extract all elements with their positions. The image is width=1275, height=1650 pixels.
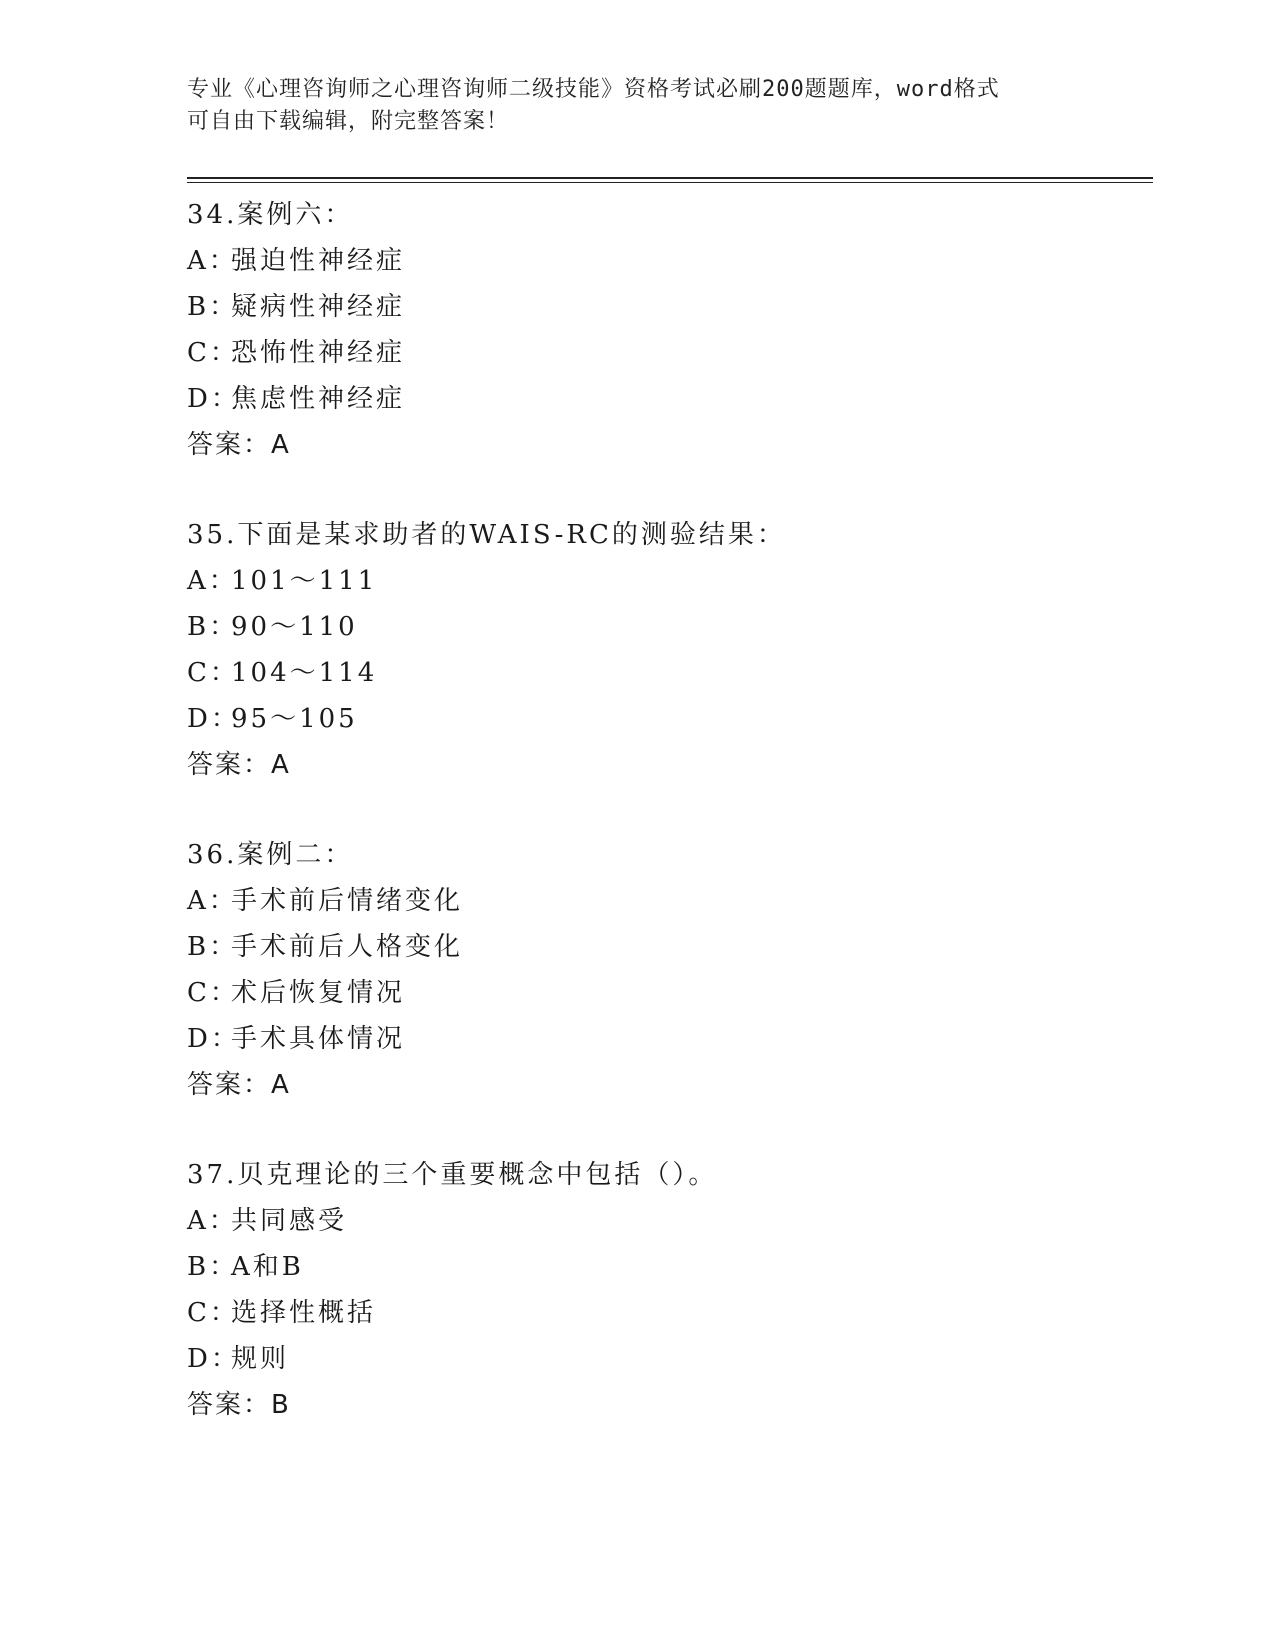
option-letter: D： bbox=[187, 1024, 240, 1054]
option-letter: A： bbox=[187, 886, 238, 916]
option-b bbox=[187, 604, 1153, 650]
question-37 bbox=[187, 1152, 1153, 1428]
option-letter: B： bbox=[187, 932, 239, 962]
option-letter: C： bbox=[187, 978, 239, 1008]
option-text: 手术前后情绪变化 bbox=[231, 886, 464, 916]
option-a bbox=[187, 238, 1153, 284]
option-text: 焦虑性神经症 bbox=[231, 384, 406, 414]
header-line-1: 专业《心理咨询师之心理咨询师二级技能》资格考试必刷200题题库，word格式 bbox=[187, 77, 1000, 102]
question-stem: 34.案例六： bbox=[187, 200, 354, 230]
option-a bbox=[187, 878, 1153, 924]
question-35 bbox=[187, 512, 1153, 788]
option-letter: A： bbox=[187, 246, 238, 276]
option-a bbox=[187, 558, 1153, 604]
option-text: 101～111 bbox=[231, 566, 378, 596]
question-34 bbox=[187, 192, 1153, 468]
question-stem: 36.案例二： bbox=[187, 840, 354, 870]
option-letter: C： bbox=[187, 1298, 239, 1328]
option-letter: D： bbox=[187, 1344, 240, 1374]
option-letter: D： bbox=[187, 704, 240, 734]
option-text: 95～105 bbox=[231, 704, 358, 734]
option-text: 手术具体情况 bbox=[231, 1024, 406, 1054]
answer-line: 答案：A bbox=[187, 430, 291, 460]
option-letter: C： bbox=[187, 338, 239, 368]
option-letter: B： bbox=[187, 612, 239, 642]
option-text: 手术前后人格变化 bbox=[231, 932, 464, 962]
document-header bbox=[187, 74, 1087, 138]
header-line-2: 可自由下载编辑，附完整答案！ bbox=[187, 109, 510, 134]
option-a bbox=[187, 1198, 1153, 1244]
option-text: 选择性概括 bbox=[231, 1298, 377, 1328]
option-text: 共同感受 bbox=[231, 1206, 348, 1236]
option-c bbox=[187, 650, 1153, 696]
option-text: 疑病性神经症 bbox=[231, 292, 406, 322]
option-b bbox=[187, 284, 1153, 330]
option-letter: A： bbox=[187, 1206, 238, 1236]
answer-line: 答案：A bbox=[187, 750, 291, 780]
option-letter: C： bbox=[187, 658, 239, 688]
question-list bbox=[187, 192, 1153, 1472]
answer-line: 答案：A bbox=[187, 1070, 291, 1100]
option-c bbox=[187, 970, 1153, 1016]
option-letter: A： bbox=[187, 566, 238, 596]
option-d bbox=[187, 1016, 1153, 1062]
option-letter: B： bbox=[187, 292, 239, 322]
option-text: 术后恢复情况 bbox=[231, 978, 406, 1008]
header-divider-thin bbox=[187, 182, 1153, 183]
option-text: A和B bbox=[231, 1252, 304, 1282]
answer-line: 答案：B bbox=[187, 1390, 291, 1420]
question-36 bbox=[187, 832, 1153, 1108]
option-c bbox=[187, 330, 1153, 376]
option-d bbox=[187, 376, 1153, 422]
option-text: 90～110 bbox=[231, 612, 358, 642]
option-d bbox=[187, 696, 1153, 742]
header-divider-thick bbox=[187, 177, 1153, 179]
option-d bbox=[187, 1336, 1153, 1382]
option-b bbox=[187, 924, 1153, 970]
option-letter: D： bbox=[187, 384, 240, 414]
option-b bbox=[187, 1244, 1153, 1290]
question-stem: 35.下面是某求助者的WAIS-RC的测验结果： bbox=[187, 520, 786, 550]
option-letter: B： bbox=[187, 1252, 239, 1282]
option-text: 强迫性神经症 bbox=[231, 246, 406, 276]
option-text: 恐怖性神经症 bbox=[231, 338, 406, 368]
option-c bbox=[187, 1290, 1153, 1336]
question-stem: 37.贝克理论的三个重要概念中包括（）。 bbox=[187, 1160, 718, 1190]
option-text: 104～114 bbox=[231, 658, 378, 688]
option-text: 规则 bbox=[231, 1344, 290, 1374]
